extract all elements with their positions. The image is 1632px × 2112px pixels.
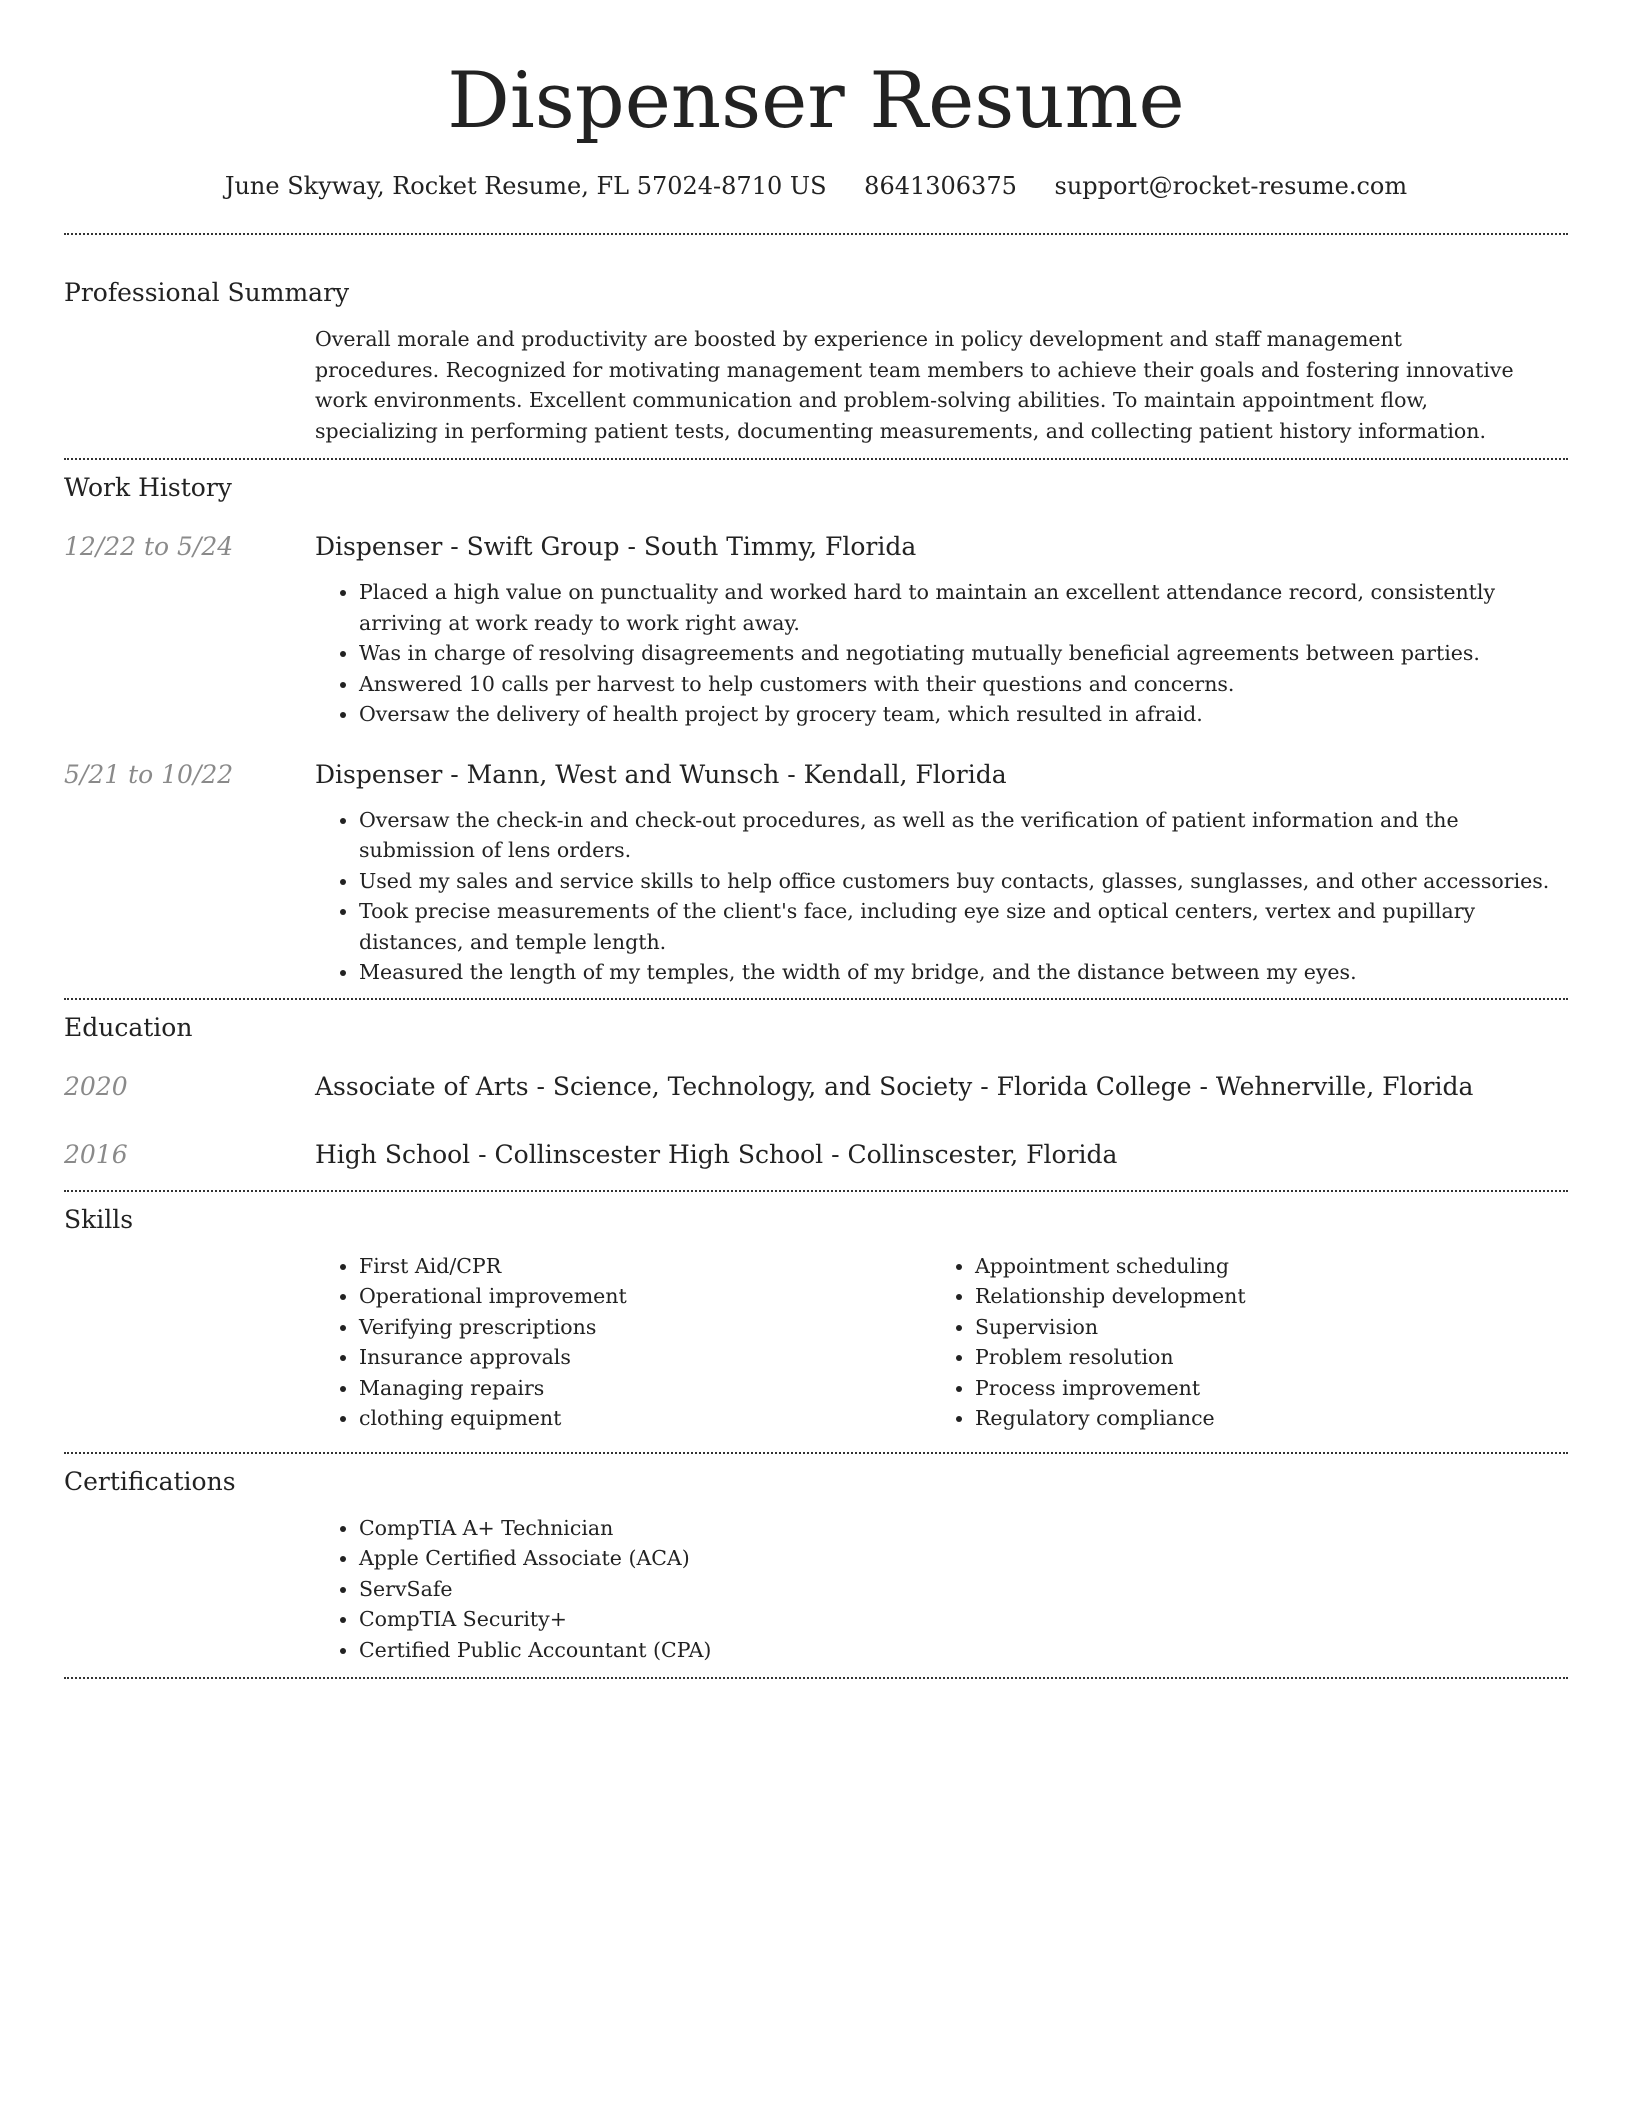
skills-columns: [315, 1251, 1568, 1434]
list-item: • Answered 10 calls per harvest to help customers with their questions and concerns.: [359, 669, 1558, 700]
skills-heading: Skills: [64, 1204, 134, 1234]
list-item: • Appointment scheduling: [975, 1251, 1547, 1282]
list-item: • CompTIA Security+: [359, 1604, 1568, 1635]
education-title: [315, 1138, 1568, 1172]
work-entry: [64, 758, 1568, 988]
list-item: • Insurance approvals: [359, 1342, 931, 1373]
resume-title: Dispenser Resume: [447, 56, 1185, 146]
list-item: • CompTIA A+ Technician: [359, 1513, 1568, 1544]
list-item: • Was in charge of resolving disagreements and negotiating mutually beneficial agreements between parties.: [359, 638, 1558, 669]
work-entry: [64, 530, 1568, 730]
list-item: • Operational improvement: [359, 1281, 931, 1312]
list-item: • ServSafe: [359, 1574, 1568, 1605]
education-heading: Education: [64, 1012, 193, 1042]
work-history-section: [64, 460, 1568, 988]
certifications-heading: Certifications: [64, 1466, 236, 1496]
list-item: • Managing repairs: [359, 1373, 931, 1404]
education-degree: Associate of Arts - Science, Technology, and Society: [315, 1071, 973, 1101]
contact-line: [64, 170, 1568, 202]
section-divider: [64, 233, 1568, 235]
education-year: 2016: [64, 1139, 128, 1169]
summary-text: Overall morale and productivity are boosted by experience in policy development and staff management procedures. Recognized for motivating management team members to achieve their goals and fostering innovative work environments. Excellent communication and problem-solving abilities. To maintain appointment flow, specializing in performing patient tests, documenting measurements, and collecting patient history information.: [315, 327, 1514, 443]
education-school: - Florida College - Wehnerville, Florida: [972, 1071, 1474, 1101]
education-degree: High School: [315, 1139, 471, 1169]
summary-section: [64, 277, 1568, 446]
contact-email: support@rocket-resume.com: [1054, 172, 1408, 200]
certifications-list: [315, 1513, 1568, 1666]
list-item: • Apple Certified Associate (ACA): [359, 1543, 1568, 1574]
list-item: • Regulatory compliance: [975, 1403, 1547, 1434]
work-entry-dates: 12/22 to 5/24: [64, 532, 234, 561]
education-year: 2020: [64, 1071, 128, 1101]
work-entry-body: [315, 530, 1568, 730]
work-entry-bullets: [315, 805, 1558, 988]
list-item: • Oversaw the delivery of health project by grocery team, which resulted in afraid.: [359, 699, 1558, 730]
contact-address: June Skyway, Rocket Resume, FL 57024-8710 US: [224, 172, 827, 200]
work-entry-dates: 5/21 to 10/22: [64, 759, 234, 789]
education-school: - Collinscester High School - Collinscester, Florida: [470, 1139, 1118, 1169]
education-entry: [64, 1070, 1568, 1104]
list-item: • First Aid/CPR: [359, 1251, 931, 1282]
contact-phone: 8641306375: [864, 172, 1017, 200]
skills-list-right: [931, 1251, 1547, 1434]
list-item: • Supervision: [975, 1312, 1547, 1343]
certifications-section: [64, 1454, 1568, 1666]
list-item: • Process improvement: [975, 1373, 1547, 1404]
education-title: [315, 1070, 1568, 1104]
list-item: • Relationship development: [975, 1281, 1547, 1312]
list-item: • Measured the length of my temples, the width of my bridge, and the distance between my eyes.: [359, 957, 1558, 988]
list-item: • Oversaw the check-in and check-out procedures, as well as the verification of patient information and the submission of lens orders.: [359, 805, 1558, 866]
work-entry-title: Dispenser - Swift Group - South Timmy, Florida: [315, 532, 917, 561]
list-item: • Verifying prescriptions: [359, 1312, 931, 1343]
education-entry: [64, 1138, 1568, 1172]
work-entry-body: [315, 758, 1568, 988]
skills-section: [64, 1192, 1568, 1434]
list-item: • Used my sales and service skills to help office customers buy contacts, glasses, sunglasses, and other accessories.: [359, 866, 1558, 897]
skills-list-left: [315, 1251, 931, 1434]
summary-heading: Professional Summary: [64, 278, 350, 307]
list-item: • Took precise measurements of the client's face, including eye size and optical centers, vertex and pupillary distances, and temple length.: [359, 896, 1558, 957]
work-entry-bullets: [315, 577, 1558, 730]
list-item: • clothing equipment: [359, 1403, 931, 1434]
list-item: • Placed a high value on punctuality and worked hard to maintain an excellent attendance record, consistently arriving at work ready to work right away.: [359, 577, 1558, 638]
work-entry-title: Dispenser - Mann, West and Wunsch - Kendall, Florida: [315, 759, 1007, 789]
education-section: [64, 1000, 1568, 1172]
work-history-heading: Work History: [64, 473, 232, 502]
section-divider: [64, 1677, 1568, 1679]
list-item: • Problem resolution: [975, 1342, 1547, 1373]
list-item: • Certified Public Accountant (CPA): [359, 1635, 1568, 1666]
